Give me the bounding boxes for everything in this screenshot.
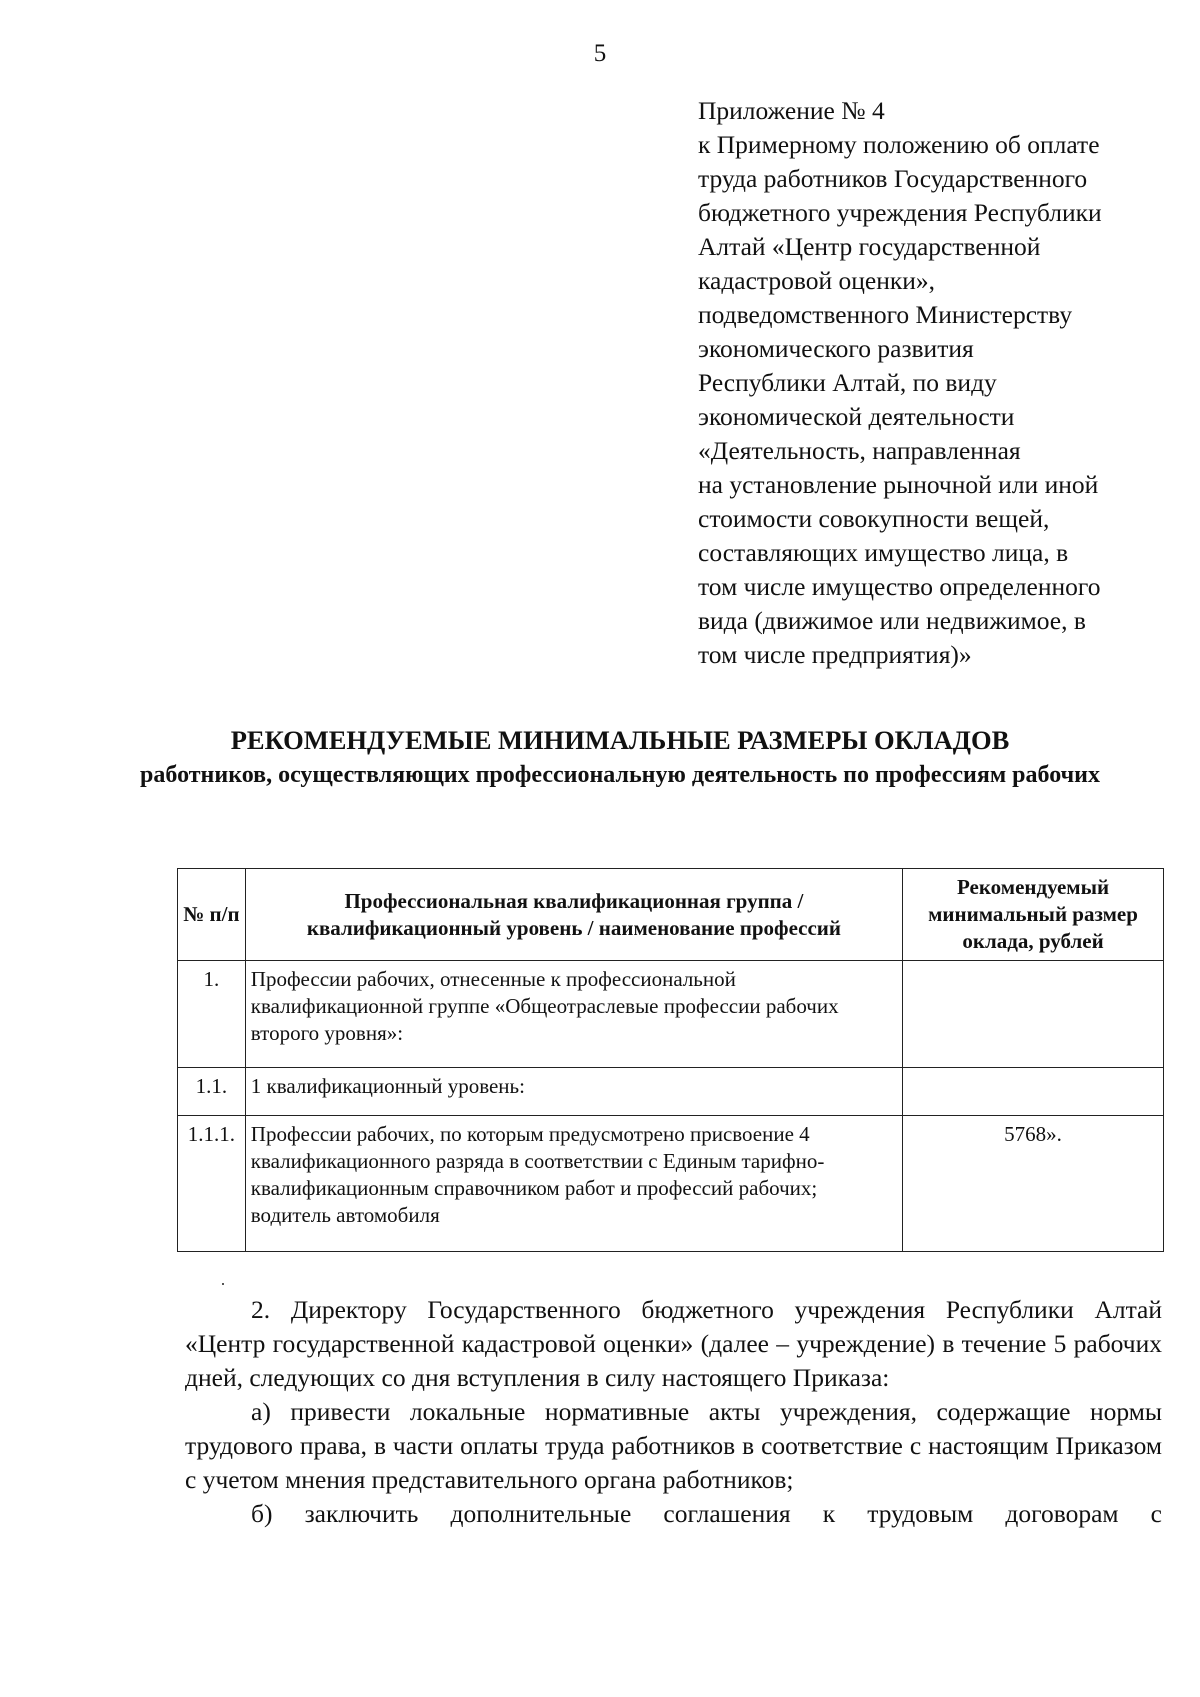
appendix-line: бюджетного учреждения Республики [698,198,1102,227]
row-value [903,1068,1164,1116]
title-sub: работников, осуществляющих профессиональную деятельность по профессиям рабочих [140,762,1100,788]
header-num: № п/п [178,869,246,961]
salary-table [177,868,1164,1252]
row-name: Профессии рабочих, отнесенные к профессиональной квалификационной группе «Общеотраслевые профессии рабочих второго уровня»: [245,961,902,1068]
table-row [178,961,1164,1068]
appendix-line: труда работников Государственного [698,164,1088,193]
paragraph-2a: а) привести локальные нормативные акты учреждения, содержащие нормы трудового права, в части оплаты труда работников в соответствие с настоящим Приказом с учетом мнения представительного органа работников; [185,1397,1162,1494]
row-num: 1.1.1. [178,1116,246,1252]
scan-speck [222,1283,224,1285]
paragraph-2b: б) заключить дополнительные соглашения к трудовым договорам с [251,1499,1162,1528]
appendix-line: вида (движимое или недвижимое, в [698,606,1086,635]
appendix-line: «Деятельность, направленная [698,436,1021,465]
header-name: Профессиональная квалификационная группа / квалификационный уровень / наименование профессий [245,869,902,961]
row-num: 1.1. [178,1068,246,1116]
table-row [178,1068,1164,1116]
appendix-line: к Примерному положению об оплате [698,130,1100,159]
row-num: 1. [178,961,246,1068]
appendix-line: Алтай «Центр государственной [698,232,1041,261]
appendix-header [698,94,1178,672]
header-value: Рекомендуемый минимальный размер оклада, рублей [903,869,1164,961]
appendix-line: экономической деятельности [698,402,1015,431]
paragraph-2: 2. Директору Государственного бюджетного учреждения Республики Алтай «Центр государственной кадастровой оценки» (далее – учреждение) в течение 5 рабочих дней, следующих со дня вступления в силу настоящего Приказа: [185,1295,1162,1392]
appendix-line: Республики Алтай, по виду [698,368,997,397]
row-value: 5768». [903,1116,1164,1252]
appendix-line: на установление рыночной или иной [698,470,1099,499]
row-value [903,961,1164,1068]
appendix-line: Приложение № 4 [698,96,885,125]
table-row [178,1116,1164,1252]
document-title [120,722,1120,792]
appendix-line: том числе предприятия)» [698,640,972,669]
row-name: 1 квалификационный уровень: [245,1068,902,1116]
appendix-line: кадастровой оценки», [698,266,936,295]
appendix-line: экономического развития [698,334,974,363]
page-number: 5 [593,40,607,67]
row-name: Профессии рабочих, по которым предусмотрено присвоение 4 квалификационного разряда в соответствии с Единым тарифно-квалификационным справочником работ и профессий рабочих; водитель автомобиля [245,1116,902,1252]
appendix-line: подведомственного Министерству [698,300,1073,329]
body-text [185,1293,1162,1531]
table-header-row [178,869,1164,961]
appendix-line: стоимости совокупности вещей, [698,504,1050,533]
title-main: РЕКОМЕНДУЕМЫЕ МИНИМАЛЬНЫЕ РАЗМЕРЫ ОКЛАДОВ [230,725,1010,755]
appendix-line: составляющих имущество лица, в [698,538,1069,567]
appendix-line: том числе имущество определенного [698,572,1101,601]
